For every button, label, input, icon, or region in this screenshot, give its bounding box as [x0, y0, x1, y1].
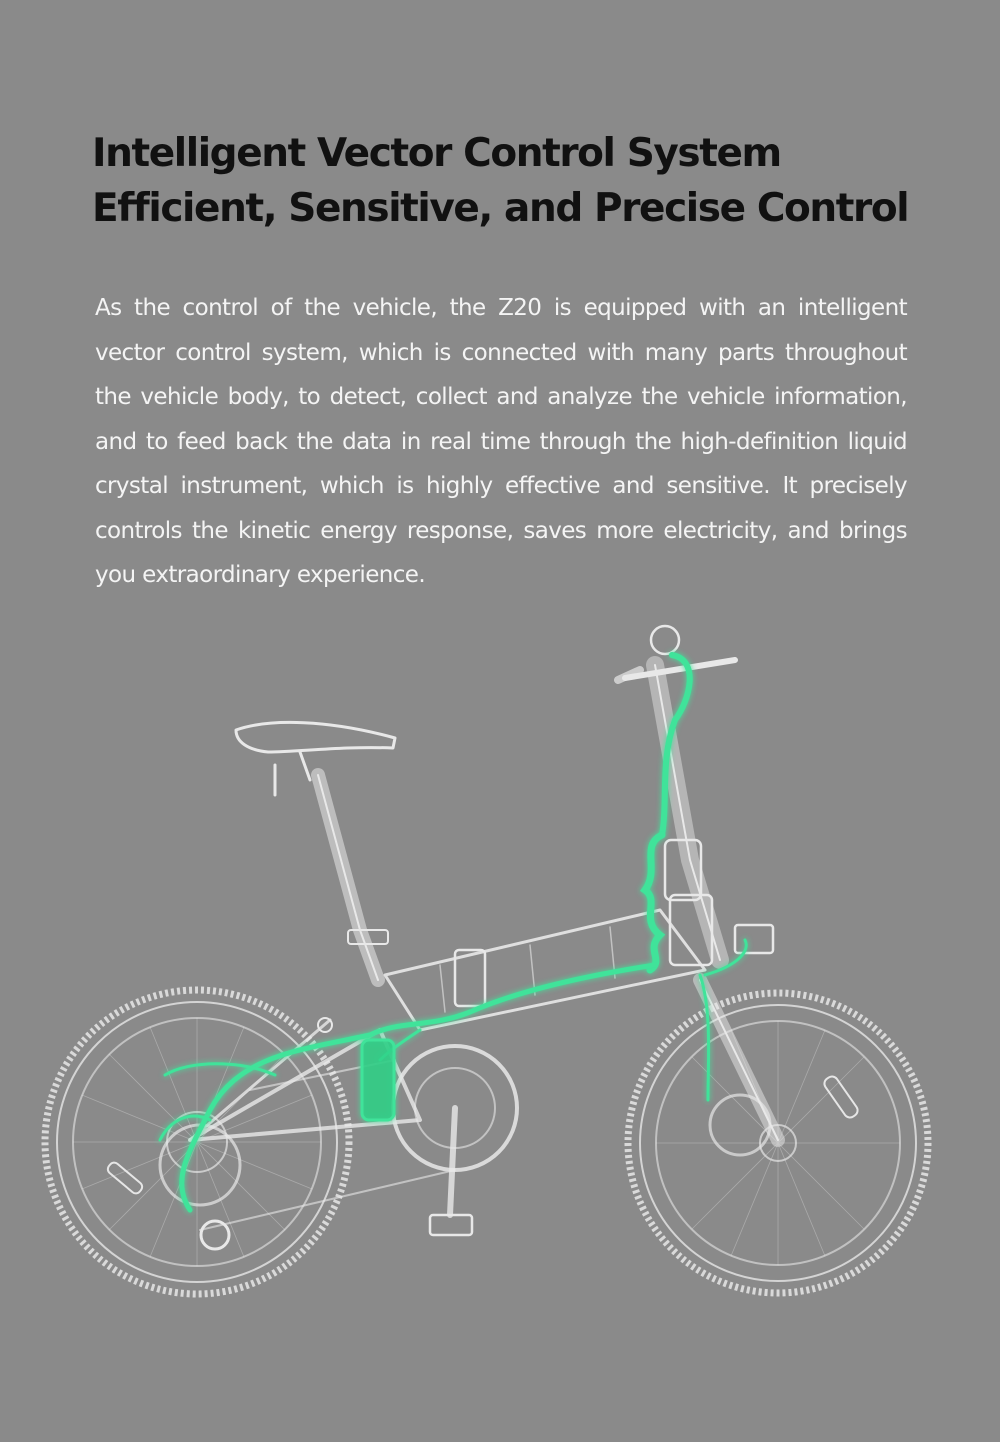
headline: [92, 126, 972, 236]
headline-line-1: Intelligent Vector Control System: [92, 131, 781, 176]
bike-frame: [160, 626, 778, 1249]
rear-wheel: [45, 990, 349, 1294]
headline-line-2: Efficient, Sensitive, and Precise Control: [92, 186, 909, 231]
ebike-xray-illustration: [0, 610, 1000, 1330]
description-paragraph: As the control of the vehicle, the Z20 is equipped with an intelligent vector control system, which is connected with many parts throughout the vehicle body, to detect, collect and analyze the vehicle information, and to feed back the data in real time through the high-definition liquid crystal instrument, which is highly effective and sensitive. It precisely controls the kinetic energy response, saves more electricity, and brings you extraordinary experience.: [95, 295, 907, 588]
